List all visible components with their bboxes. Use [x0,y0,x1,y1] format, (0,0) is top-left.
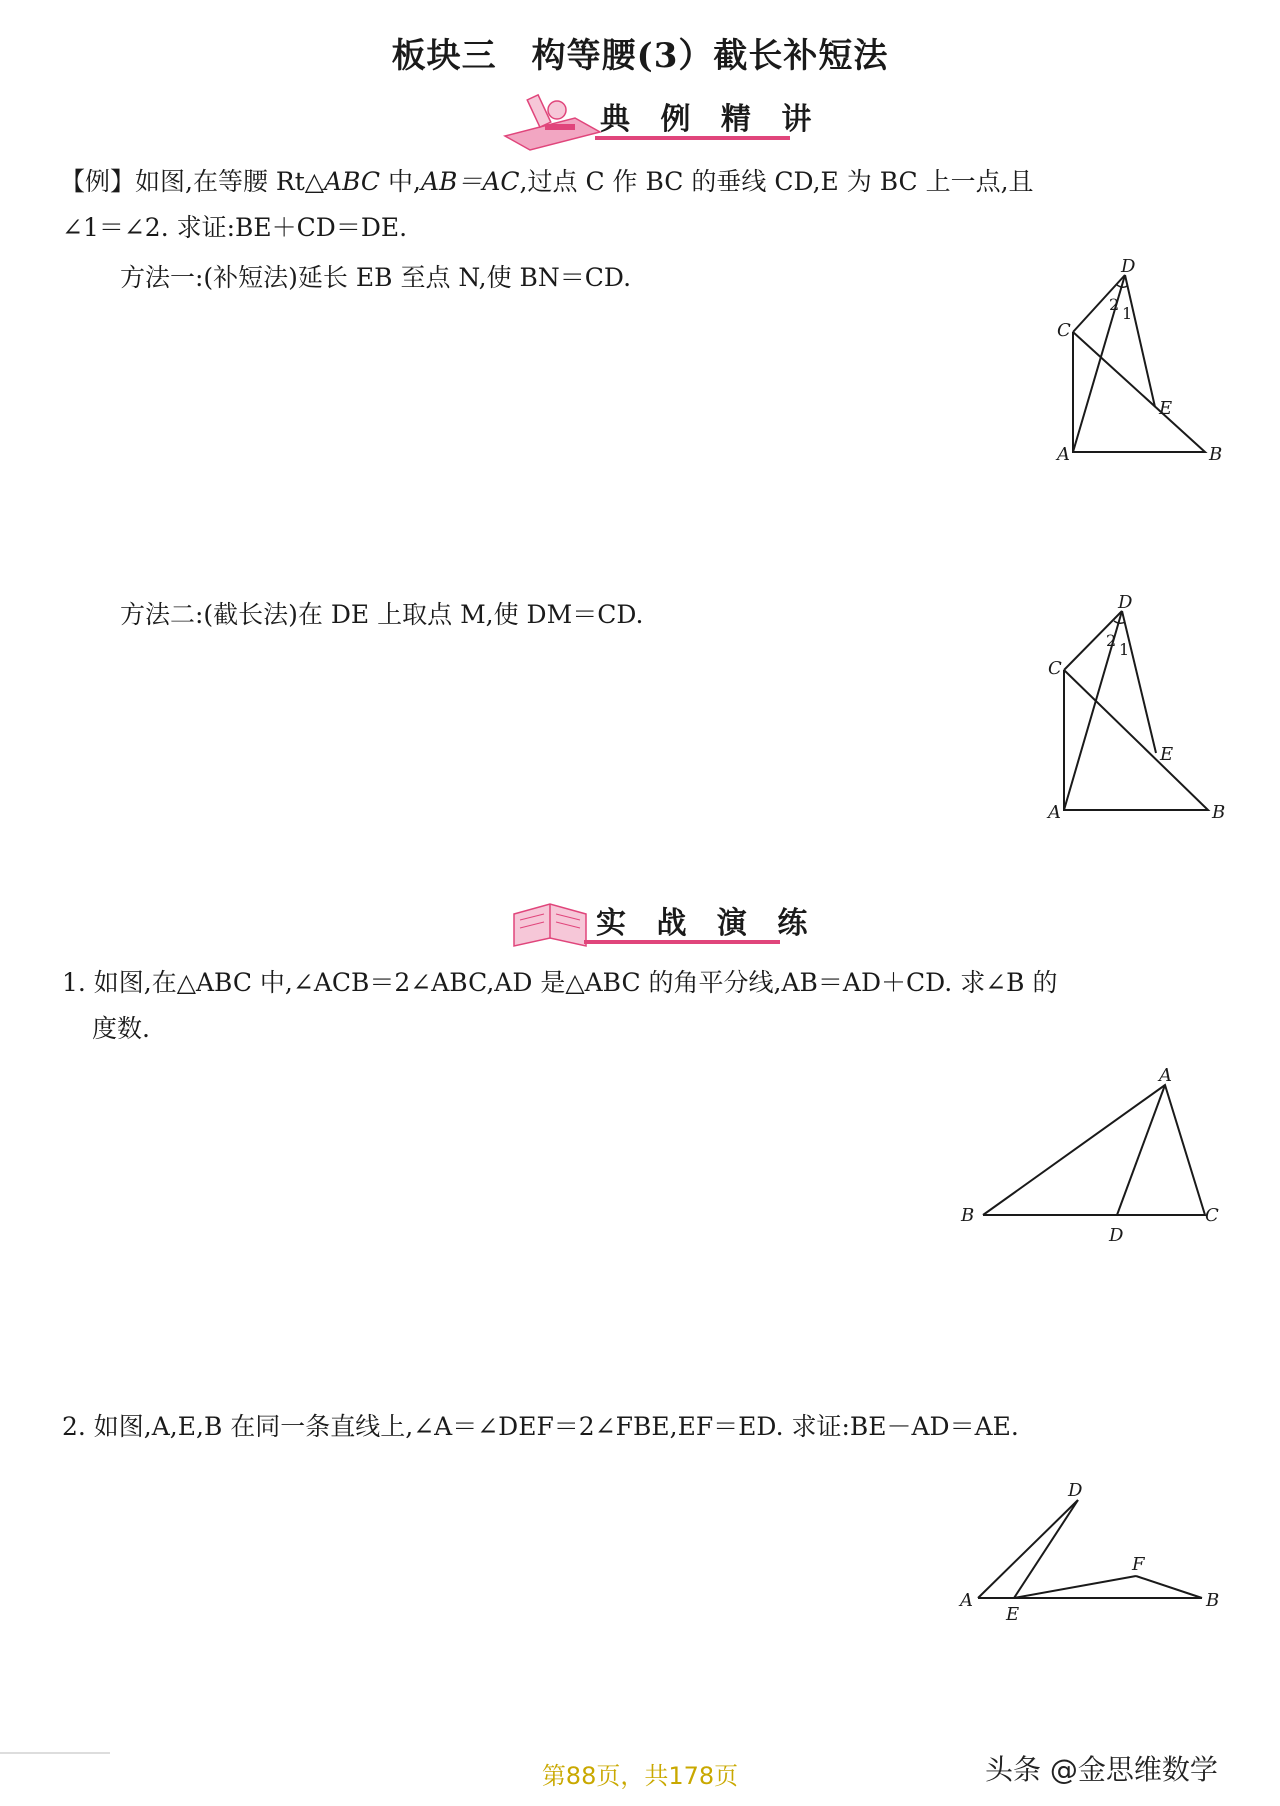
figure-example-method-2 [1040,588,1226,823]
example-line-2: ∠1＝∠2. 求证:BE＋CD＝DE. [62,213,408,242]
label-b: B [1212,802,1226,823]
segment-ad [1117,1085,1165,1215]
label-d: D [1109,1225,1124,1246]
label-e: E [1006,1604,1020,1625]
segment-fb [1136,1576,1202,1598]
problem-2-line-1: 2. 如图,A,E,B 在同一条直线上,∠A＝∠DEF＝2∠FBE,EF＝ED. 求证:BE－AD＝AE. [62,1412,1019,1441]
label-e: E [1159,398,1173,419]
label-c: C [1057,320,1071,341]
section-label-practice: 实 战 演 练 [596,906,818,941]
watermark: 头条 @金思维数学 [985,1753,1218,1786]
label-c: C [1048,658,1062,679]
problem-1-line-2: 度数. [92,1014,150,1043]
segment-ad [978,1500,1078,1598]
scan-artifact [0,1752,110,1754]
label-a: A [1048,802,1061,823]
label-angle-2: 2 [1106,631,1117,650]
label-d: D [1121,256,1136,277]
triangle-abc [983,1085,1205,1215]
label-angle-2: 2 [1109,295,1120,314]
label-angle-1: 1 [1119,640,1130,659]
method-two: 方法二:(截长法)在 DE 上取点 M,使 DM＝CD. [120,600,644,629]
triangle-abc [1073,332,1205,452]
figure-problem-2 [950,1480,1230,1630]
label-c: C [1205,1205,1219,1226]
segment-de [1125,275,1155,407]
label-d: D [1118,592,1133,613]
label-d: D [1068,1480,1083,1501]
example-line-1: 【例】如图,在等腰 Rt△ABC 中,AB＝AC,过点 C 作 BC 的垂线 CD,E 为 BC 上一点,且 [60,167,1034,196]
label-f: F [1132,1554,1145,1575]
page-number: 第88页，共178页 [541,1762,739,1790]
label-b: B [961,1205,975,1226]
label-e: E [1160,744,1174,765]
figure-example-method-1 [1045,252,1225,465]
segment-ef [1014,1576,1136,1598]
label-a: A [1159,1065,1172,1086]
label-b: B [1209,444,1223,465]
label-a: A [960,1590,973,1611]
label-angle-1: 1 [1122,304,1133,323]
problem-1-line-1: 1. 如图,在△ABC 中,∠ACB＝2∠ABC,AD 是△ABC 的角平分线,AB＝AD＋CD. 求∠B 的 [62,968,1058,997]
method-one: 方法一:(补短法)延长 EB 至点 N,使 BN＝CD. [120,263,632,292]
page-title: 板块三 构等腰(3）截长补短法 [391,36,889,76]
segment-de [1014,1500,1078,1598]
section-label-examples: 典 例 精 讲 [600,102,822,137]
figure-problem-1 [955,1065,1225,1245]
section-header-examples [505,88,822,148]
label-b: B [1206,1590,1220,1611]
label-a: A [1057,444,1070,465]
triangle-abc [1064,670,1208,810]
